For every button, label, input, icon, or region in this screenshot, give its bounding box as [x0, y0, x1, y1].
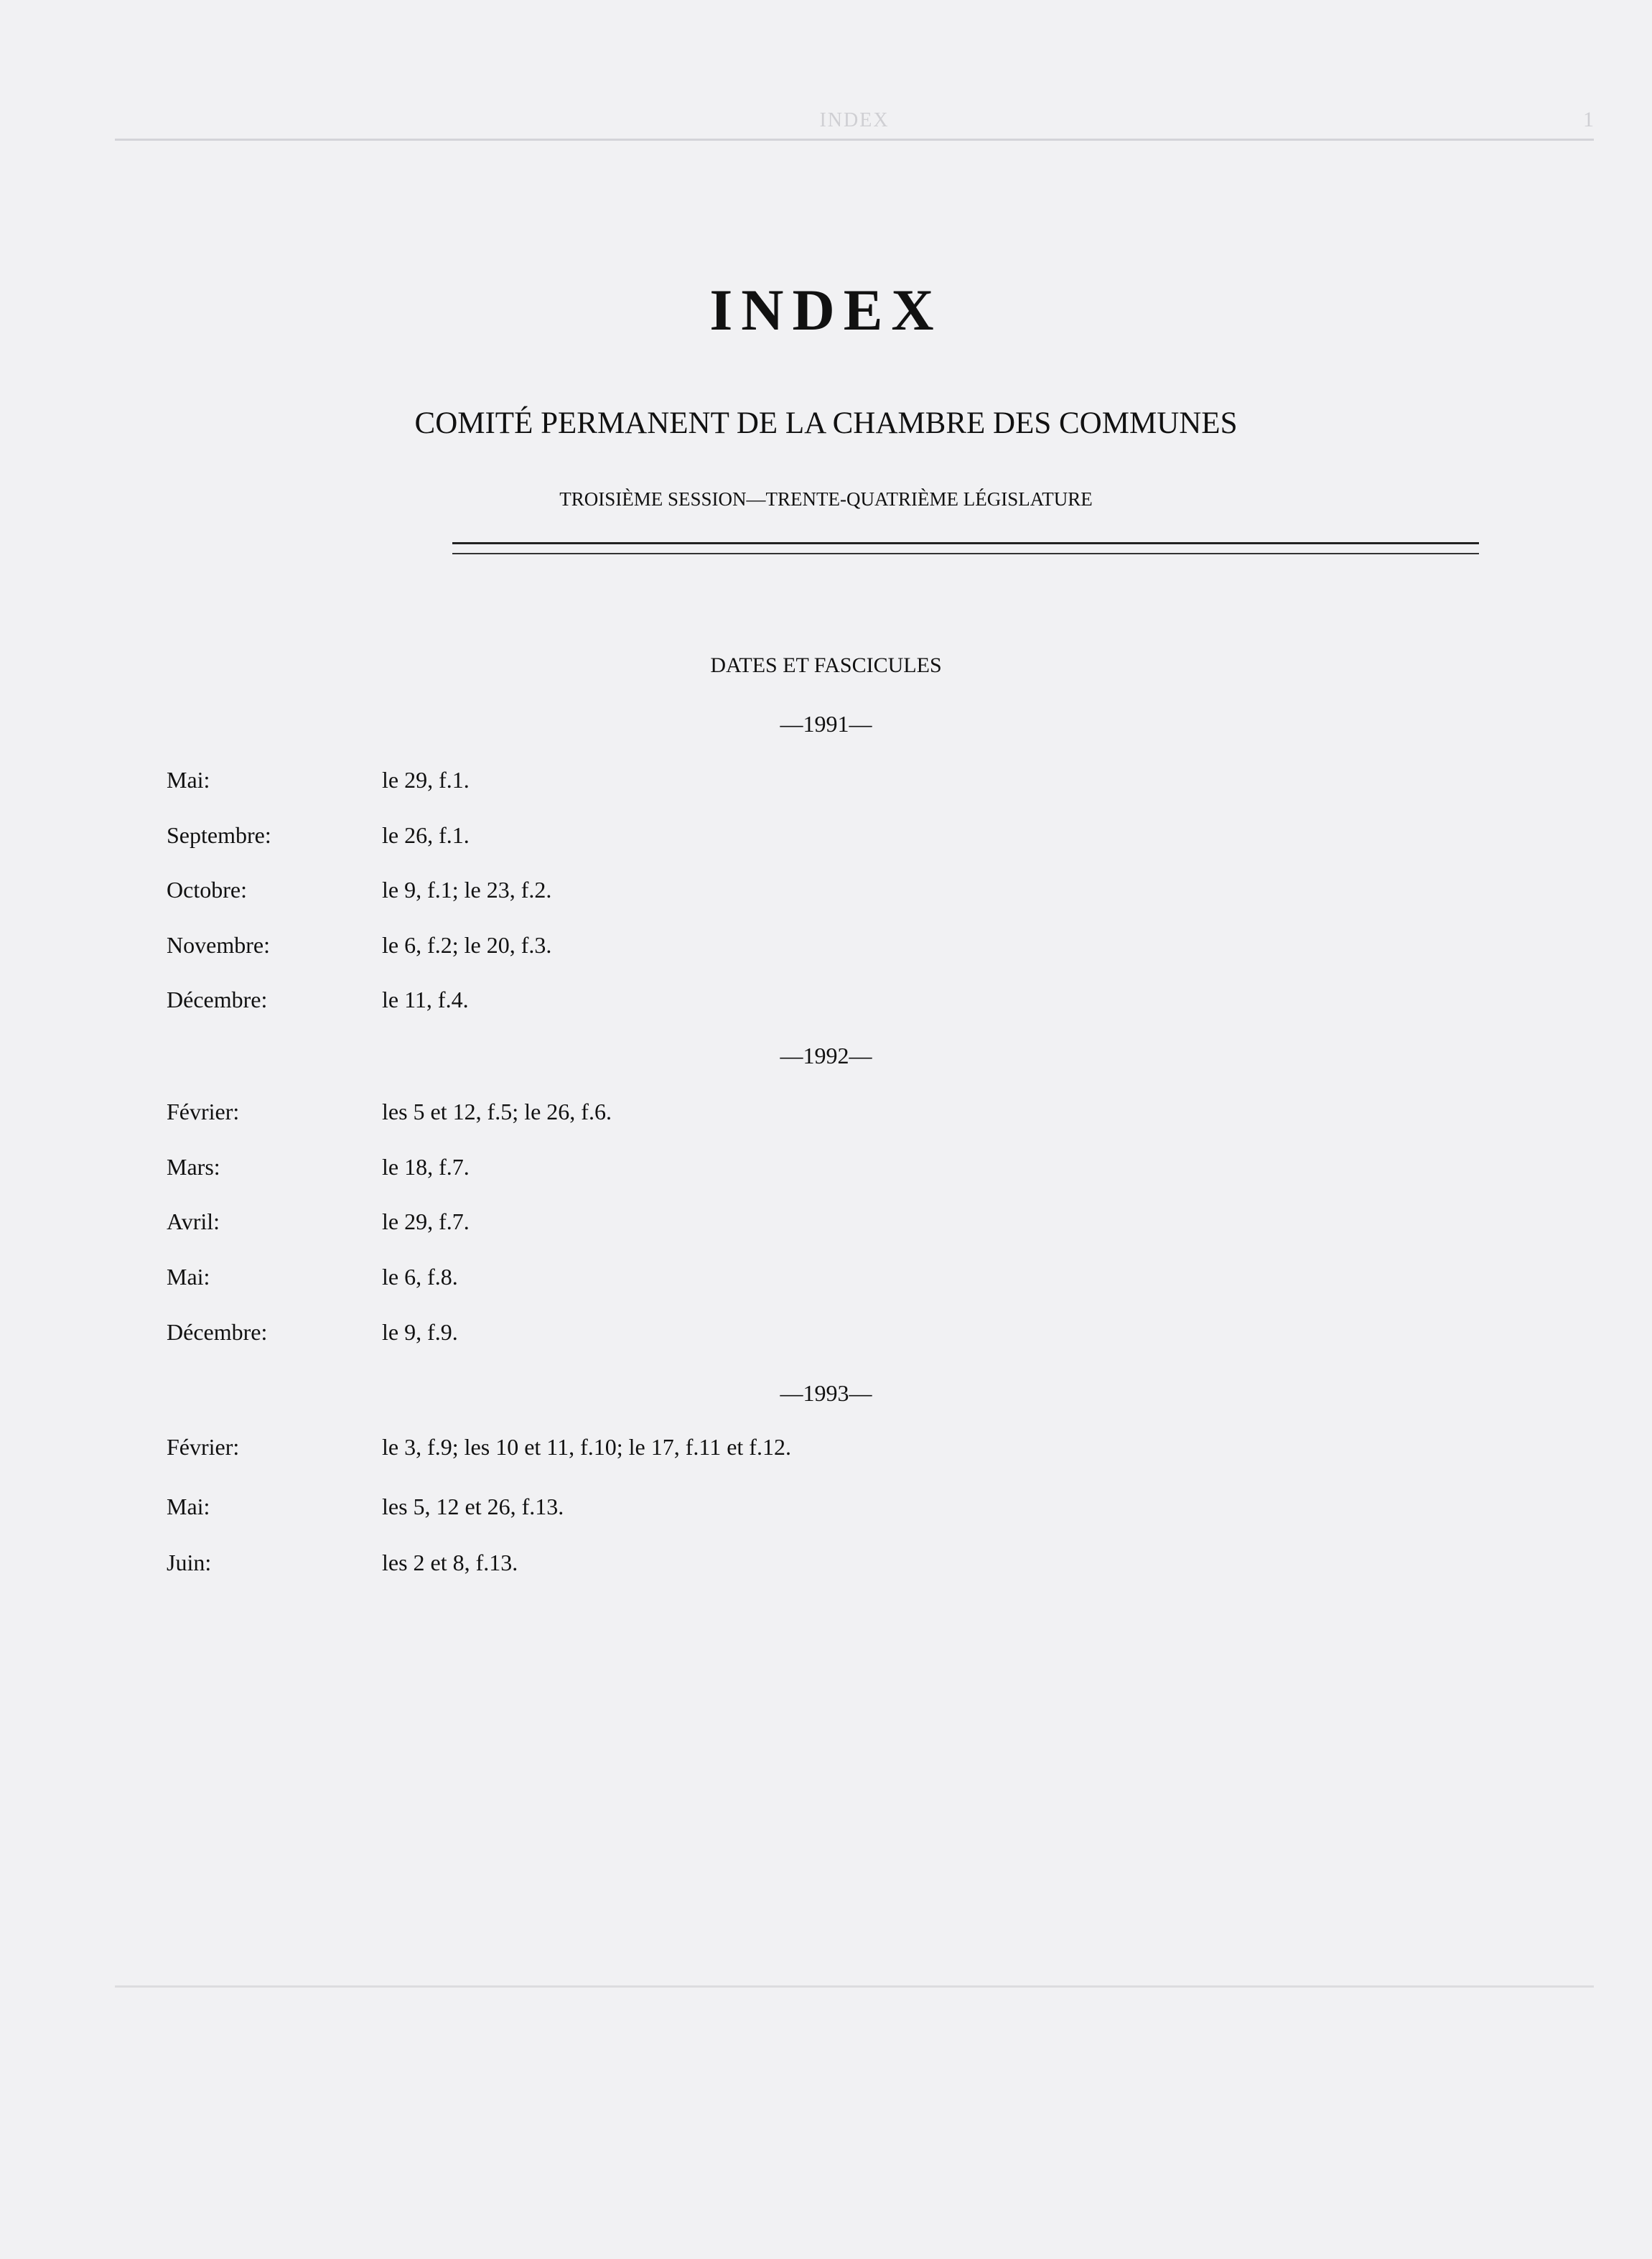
year-heading-1991: —1991—	[780, 711, 872, 737]
running-head-page-number: 1	[1583, 108, 1594, 131]
entry-issues: les 5 et 12, f.5; le 26, f.6.	[382, 1099, 612, 1124]
entry-month: Février:	[167, 1434, 240, 1460]
entry-issues: le 29, f.1.	[382, 767, 470, 793]
entry-month: Octobre:	[167, 877, 247, 903]
entry-month: Décembre:	[167, 987, 268, 1012]
dates-heading: DATES ET FASCICULES	[710, 653, 942, 677]
running-head-title: INDEX	[819, 109, 890, 131]
entry-month: Mai:	[167, 1264, 210, 1290]
entry-month: Mars:	[167, 1154, 220, 1180]
title-rule-bottom	[452, 553, 1479, 554]
session-title: TROISIÈME SESSION—TRENTE-QUATRIÈME LÉGISLATURE	[559, 488, 1093, 510]
entry-month: Février:	[167, 1099, 240, 1124]
entry-month: Novembre:	[167, 932, 270, 958]
entry-issues: le 3, f.9; les 10 et 11, f.10; le 17, f.11 et f.12.	[382, 1434, 791, 1460]
entry-issues: le 29, f.7.	[382, 1208, 470, 1234]
year-heading-1993: —1993—	[780, 1380, 872, 1406]
running-head	[115, 106, 1594, 141]
entry-issues: le 18, f.7.	[382, 1154, 470, 1180]
entry-issues: le 6, f.2; le 20, f.3.	[382, 932, 552, 958]
entry-month: Septembre:	[167, 822, 271, 848]
entry-issues: le 26, f.1.	[382, 822, 470, 848]
entry-month: Juin:	[167, 1550, 212, 1575]
entry-issues: le 9, f.9.	[382, 1319, 458, 1345]
title-rule-top	[452, 542, 1479, 544]
entry-issues: le 6, f.8.	[382, 1264, 458, 1290]
entry-issues: le 9, f.1; le 23, f.2.	[382, 877, 552, 903]
bottom-rule	[115, 1985, 1594, 1988]
entry-issues: les 2 et 8, f.13.	[382, 1550, 518, 1575]
year-heading-1992: —1992—	[780, 1043, 872, 1068]
entry-month: Avril:	[167, 1208, 220, 1234]
committee-title: COMITÉ PERMANENT DE LA CHAMBRE DES COMMUNES	[414, 406, 1238, 440]
entry-month: Décembre:	[167, 1319, 268, 1345]
entry-month: Mai:	[167, 1494, 210, 1519]
page-title: INDEX	[709, 277, 943, 343]
entry-issues: le 11, f.4.	[382, 987, 469, 1012]
running-head-rule	[115, 139, 1594, 141]
entry-issues: les 5, 12 et 26, f.13.	[382, 1494, 564, 1519]
entry-month: Mai:	[167, 767, 210, 793]
